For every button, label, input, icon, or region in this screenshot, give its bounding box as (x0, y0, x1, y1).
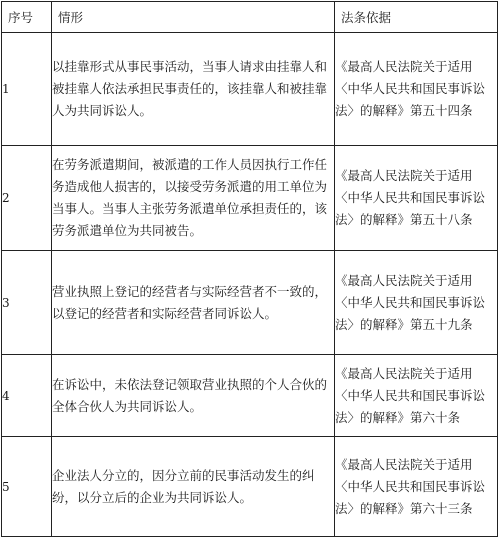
row-situation: 营业执照上登记的经营者与实际经营者不一致的，以登记的经营者和实际经营者同诉讼人。 (52, 251, 335, 355)
row-number: 3 (2, 251, 52, 355)
header-situation: 情形 (52, 2, 335, 33)
table-row (2, 33, 498, 146)
row-situation: 企业法人分立的，因分立前的民事活动发生的纠纷，以分立后的企业为共同诉讼人。 (52, 437, 335, 537)
table-row (2, 146, 498, 251)
row-situation: 在诉讼中，未依法登记领取营业执照的个人合伙的全体合伙人为共同诉讼人。 (52, 355, 335, 437)
row-number: 4 (2, 355, 52, 437)
table-row (2, 437, 498, 537)
row-legal-basis: 《最高人民法院关于适用〈中华人民共和国民事诉讼法〉的解释》第五十九条 (335, 251, 498, 355)
row-number: 1 (2, 33, 52, 146)
header-basis: 法条依据 (335, 2, 498, 33)
row-situation: 在劳务派遣期间，被派遣的工作人员因执行工作任务造成他人损害的，以接受劳务派遣的用工单位为当事人。当事人主张劳务派遣单位承担责任的，该劳务派遣单位为共同被告。 (52, 146, 335, 251)
row-number: 2 (2, 146, 52, 251)
row-legal-basis: 《最高人民法院关于适用〈中华人民共和国民事诉讼法〉的解释》第六十条 (335, 355, 498, 437)
law-basis-table (1, 1, 498, 537)
row-situation: 以挂靠形式从事民事活动，当事人请求由挂靠人和被挂靠人依法承担民事责任的，该挂靠人和被挂靠人为共同诉讼人。 (52, 33, 335, 146)
table-row (2, 355, 498, 437)
table-header-row (2, 2, 498, 33)
row-legal-basis: 《最高人民法院关于适用〈中华人民共和国民事诉讼法〉的解释》第六十三条 (335, 437, 498, 537)
row-legal-basis: 《最高人民法院关于适用〈中华人民共和国民事诉讼法〉的解释》第五十四条 (335, 33, 498, 146)
row-number: 5 (2, 437, 52, 537)
header-no: 序号 (2, 2, 52, 33)
table-row (2, 251, 498, 355)
row-legal-basis: 《最高人民法院关于适用〈中华人民共和国民事诉讼法〉的解释》第五十八条 (335, 146, 498, 251)
